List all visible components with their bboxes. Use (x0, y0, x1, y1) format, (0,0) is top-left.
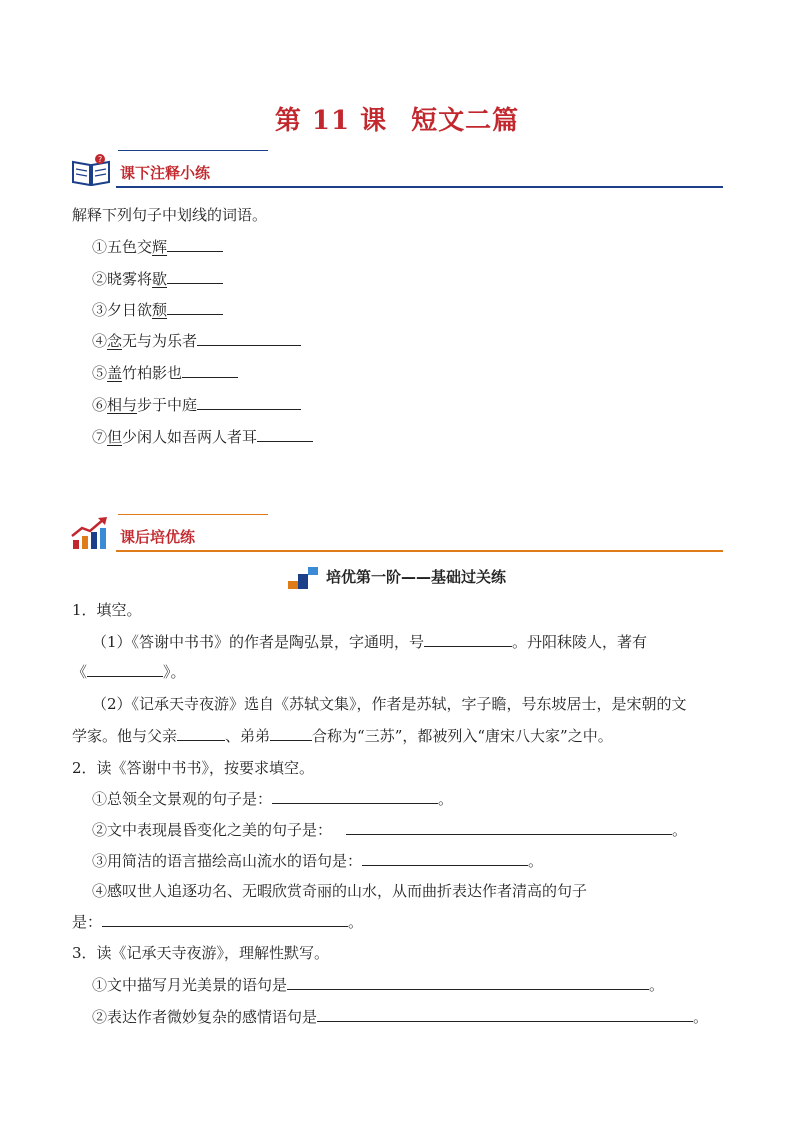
question-2-item-4: ④感叹世人追逐功名、无暇欣赏奇丽的山水，从而曲折表达作者清高的句子 (92, 882, 588, 900)
question-1-part-2: （2）《记承天寺夜游》选自《苏轼文集》，作者是苏轼，字子瞻，号东坡居士，是宋朝的文 (92, 695, 687, 713)
answer-blank[interactable] (257, 427, 313, 442)
question-3-title: 3．读《记承天寺夜游》，理解性默写。 (72, 944, 330, 962)
lesson-number: 第 11 课 (274, 106, 388, 136)
answer-blank[interactable] (424, 632, 512, 647)
annotation-item-5: ⑤盖竹柏影也 (92, 363, 238, 383)
answer-blank[interactable] (346, 820, 672, 835)
sub-heading: 培优第一阶——基础过关练 (0, 566, 794, 589)
question-1-part-1-cont: 《 》。 (72, 663, 186, 681)
question-1-part-2-cont: 学家。他与父亲 、弟弟 合称为“三苏”，都被列入“唐宋八大家”之中。 (72, 727, 613, 745)
header-bottom-rule (116, 550, 723, 552)
header-bottom-rule (116, 186, 723, 188)
open-book-icon (70, 152, 112, 186)
question-2-item-2: ②文中表现晨昏变化之美的句子是： 。 (92, 821, 688, 839)
answer-blank[interactable] (197, 331, 301, 346)
answer-blank[interactable] (362, 851, 528, 866)
section-1-heading: 课下注释小练 (120, 164, 211, 182)
section-2-heading: 课后培优练 (120, 528, 196, 546)
answer-blank[interactable] (182, 363, 238, 378)
question-2-item-1: ①总领全文景观的句子是： 。 (92, 790, 454, 808)
answer-blank[interactable] (287, 975, 649, 990)
answer-blank[interactable] (167, 237, 223, 252)
question-3-item-1: ①文中描写月光美景的语句是 。 (92, 976, 665, 994)
answer-blank[interactable] (270, 726, 312, 741)
annotation-item-2: ②晓雾将歇 (92, 269, 223, 289)
annotation-item-7: ⑦但少闲人如吾两人者耳 (92, 427, 313, 447)
stairs-icon (288, 567, 320, 589)
question-1-title: 1．填空。 (72, 601, 142, 619)
question-2-item-4-cont: 是： 。 (72, 913, 364, 931)
answer-blank[interactable] (167, 300, 223, 315)
answer-blank[interactable] (177, 726, 225, 741)
annotation-item-3: ③夕日欲颓 (92, 300, 223, 320)
lesson-name: 短文二篇 (411, 106, 520, 136)
annotation-item-4: ④念无与为乐者 (92, 331, 301, 351)
answer-blank[interactable] (102, 912, 348, 927)
instruction-text: 解释下列句子中划线的词语。 (72, 206, 268, 224)
answer-blank[interactable] (167, 269, 223, 284)
question-2-item-3: ③用简洁的语言描绘高山流水的语句是： 。 (92, 852, 544, 870)
annotation-item-6: ⑥相与步于中庭 (92, 395, 301, 415)
question-1-part-1: （1）《答谢中书书》的作者是陶弘景，字通明，号 。丹阳秣陵人，著有 (92, 633, 648, 651)
header-top-rule (118, 514, 268, 515)
header-top-rule (118, 150, 268, 151)
question-2-title: 2．读《答谢中书书》，按要求填空。 (72, 759, 315, 777)
answer-blank[interactable] (317, 1007, 693, 1022)
answer-blank[interactable] (197, 395, 301, 410)
annotation-item-1: ①五色交辉 (92, 237, 223, 257)
bar-chart-arrow-icon (70, 516, 112, 550)
svg-text:?: ? (98, 155, 103, 164)
answer-blank[interactable] (87, 662, 163, 677)
question-3-item-2: ②表达作者微妙复杂的感情语句是 。 (92, 1008, 709, 1026)
section-practice-header (70, 514, 723, 554)
page-title (0, 100, 794, 137)
section-annotation-header (70, 150, 723, 190)
answer-blank[interactable] (272, 789, 438, 804)
